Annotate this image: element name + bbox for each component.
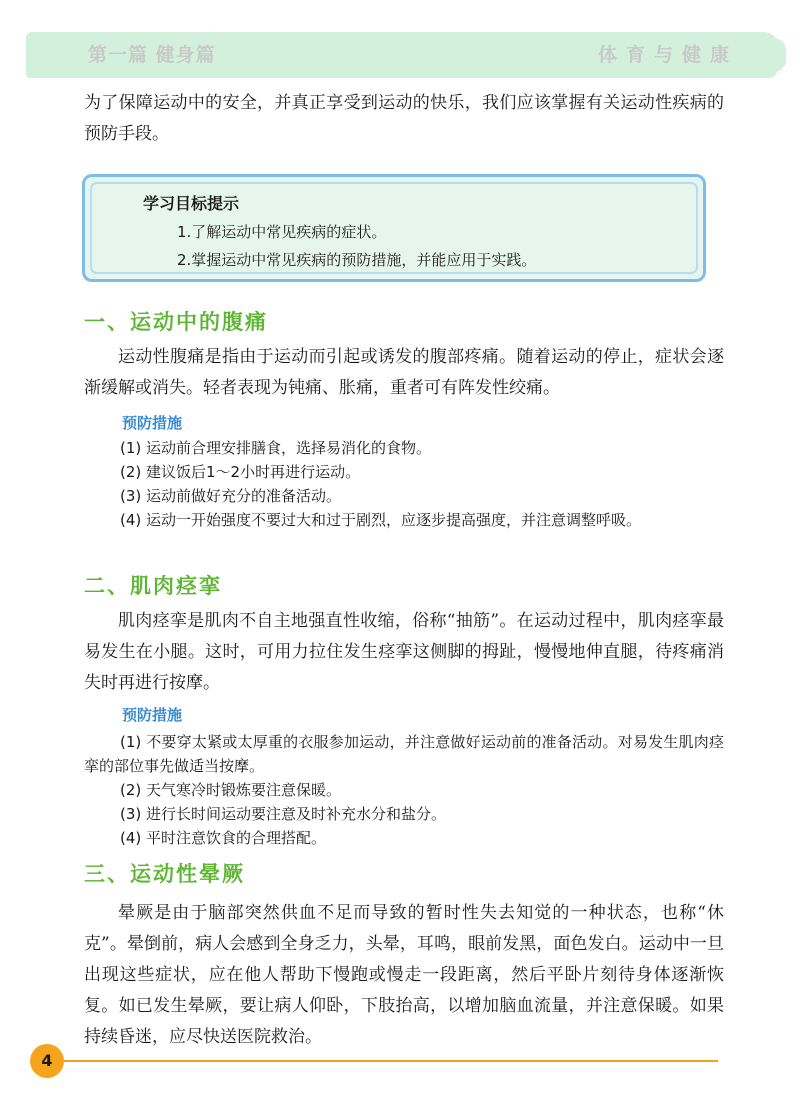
learning-goals-box [82,174,706,282]
chapter-label: 第一篇 健身篇 [88,44,216,66]
section-title-abdominal-pain: 一、运动中的腹痛 [84,310,268,334]
learning-goal-item: 1.了解运动中常见疾病的症状。 [177,223,387,241]
intro-paragraph: 为了保障运动中的安全，并真正享受到运动的快乐，我们应该掌握有关运动性疾病的预防手段。 [84,93,724,144]
page-header [26,32,778,78]
prevention-item: (2) 天气寒冷时锻炼要注意保暖。 [120,781,342,799]
section-paragraph: 晕厥是由于脑部突然供血不足而导致的暂时性失去知觉的一种状态，也称“休克”。晕倒前，病人会感到全身乏力，头晕，耳鸣，眼前发黑，面色发白。运动中一旦出现这些症状，应在他人帮助下慢跑或慢走一段距离，然后平卧片刻待身体逐渐恢复。如已发生晕厥，要让病人仰卧，下肢抬高，以增加脑血流量，并注意保暖。如果持续昏迷，应尽快送医院救治。 [84,903,724,1047]
prevention-item: (3) 运动前做好充分的准备活动。 [120,487,342,505]
prevention-item: (3) 进行长时间运动要注意及时补充水分和盐分。 [120,805,447,823]
prevention-subtitle: 预防措施 [122,414,183,432]
prevention-item: (1) 运动前合理安排膳食，选择易消化的食物。 [120,439,432,457]
prevention-item: (2) 建议饭后1～2小时再进行运动。 [120,463,361,481]
section-paragraph: 运动性腹痛是指由于运动而引起或诱发的腹部疼痛。随着运动的停止，症状会逐渐缓解或消失。轻者表现为钝痛、胀痛，重者可有阵发性绞痛。 [84,347,724,398]
prevention-item: (4) 平时注意饮食的合理搭配。 [120,829,327,847]
prevention-item: (1) 不要穿太紧或太厚重的衣服参加运动，并注意做好运动前的准备活动。对易发生肌肉痉挛的部位事先做适当按摩。 [84,733,724,775]
prevention-item: (4) 运动一开始强度不要过大和过于剧烈，应逐步提高强度，并注意调整呼吸。 [120,511,642,529]
section-paragraph: 肌肉痉挛是肌肉不自主地强直性收缩，俗称“抽筋”。在运动过程中，肌肉痉挛最易发生在小腿。这时，可用力拉住发生痉挛这侧脚的拇趾，慢慢地伸直腿，待疼痛消失时再进行按摩。 [84,611,724,693]
book-title: 体育与健康 [597,44,738,66]
learning-goals-title: 学习目标提示 [143,194,240,213]
section-title-muscle-cramp: 二、肌肉痉挛 [84,574,222,598]
page-number: 4 [30,1044,64,1078]
learning-goal-item: 2.掌握运动中常见疾病的预防措施，并能应用于实践。 [177,251,537,269]
footer-rule [60,1060,718,1062]
prevention-subtitle: 预防措施 [122,706,183,724]
section-title-syncope: 三、运动性晕厥 [84,862,245,886]
